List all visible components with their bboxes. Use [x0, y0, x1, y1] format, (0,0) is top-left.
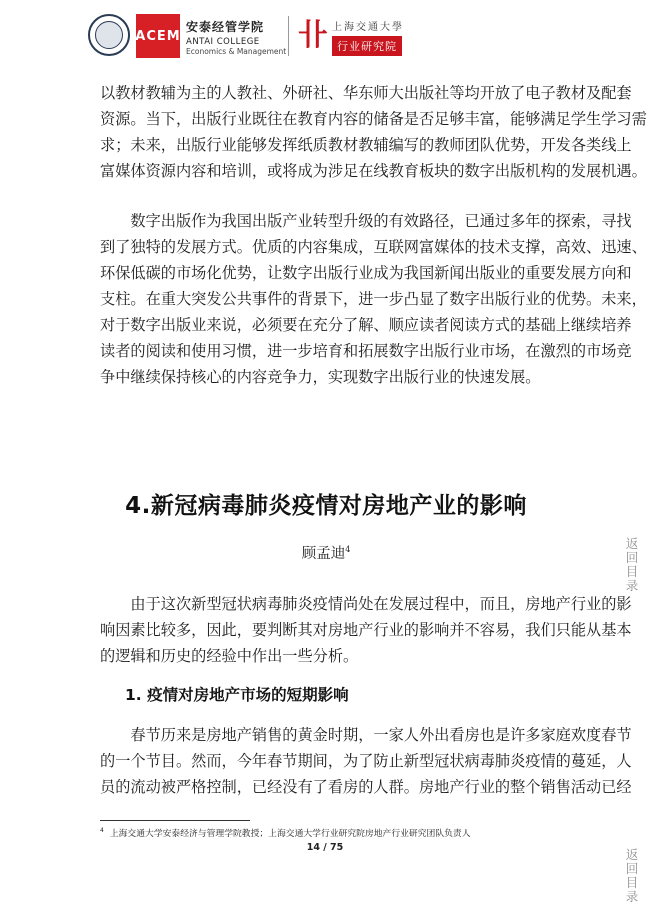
text-line: 春节历来是房地产销售的黄金时期，一家人外出看房也是许多家庭欢度春节: [100, 726, 632, 744]
institute-logo-mark: 卝: [298, 18, 328, 53]
text-line: 数字出版作为我国出版产业转型升级的有效路径，已通过多年的探索，寻找: [100, 212, 632, 230]
page-header: [88, 12, 508, 62]
paragraph-intro: [100, 591, 632, 669]
college-name-en: ANTAI COLLEGE: [186, 37, 260, 47]
header-divider: [288, 16, 289, 56]
text-line: 到了独特的发展方式。优质的内容集成，互联网富媒体的技术支撑，高效、迅速、: [100, 238, 647, 256]
text-line: 响因素比较多，因此，要判断其对房地产行业的影响并不容易，我们只能从基本: [100, 621, 632, 639]
section-title: 4.新冠病毒肺炎疫情对房地产业的影响: [125, 493, 527, 519]
text-line: 资源。当下，出版行业既往在教育内容的储备是否足够丰富，能够满足学生学习需: [100, 110, 647, 128]
author-line: [100, 542, 552, 563]
paragraph-short-term-impact: [100, 722, 632, 800]
text-line: 求；未来，出版行业能够发挥纸质教材教辅编写的教师团队优势，开发各类线上: [100, 136, 632, 154]
university-calligraphy: 上海交通大學: [332, 22, 404, 33]
college-name-cn: 安泰经管学院: [186, 20, 265, 34]
back-to-toc-link-footer[interactable]: 返回目录: [625, 847, 639, 904]
text-line: 争中继续保持核心的内容竞争力，实现数字出版行业的快速发展。: [100, 368, 541, 386]
footnote-divider: [100, 820, 250, 821]
footnote-mark: 4: [100, 827, 104, 835]
text-line: 由于这次新型冠状病毒肺炎疫情尚处在发展过程中，而且，房地产行业的影: [100, 595, 632, 613]
back-to-toc-link[interactable]: 返回目录: [625, 536, 639, 593]
text-line: 以教材教辅为主的人教社、外研社、华东师大出版社等均开放了电子教材及配套: [100, 84, 632, 102]
text-line: 的一个节目。然而，今年春节期间，为了防止新型冠状病毒肺炎疫情的蔓延，人: [100, 752, 632, 770]
text-line: 支柱。在重大突发公共事件的背景下，进一步凸显了数字出版行业的优势。未来，: [100, 290, 647, 308]
sjtu-seal-logo: [88, 14, 130, 56]
text-line: 员的流动被严格控制，已经没有了看房的人群。房地产行业的整个销售活动已经: [100, 778, 632, 796]
text-line: 环保低碳的市场化优势，让数字出版行业成为我国新闻出版业的重要发展方向和: [100, 264, 632, 282]
paragraph-digital-publishing-1: [100, 80, 647, 184]
text-line: 的逻辑和历史的经验中作出一些分析。: [100, 647, 359, 665]
text-line: 富媒体资源内容和培训，或将成为涉足在线教育板块的数字出版机构的发展机遇。: [100, 162, 647, 180]
author-name: 顾孟迪: [301, 546, 346, 562]
subsection-heading: 1. 疫情对房地产市场的短期影响: [125, 686, 349, 704]
footnote-text: 上海交通大学安泰经济与管理学院教授；上海交通大学行业研究院房地产行业研究团队负责人: [109, 829, 471, 839]
footnote: [100, 826, 471, 839]
paragraph-digital-publishing-2: [100, 208, 647, 390]
institute-badge: 行业研究院: [332, 36, 402, 56]
text-line: 对于数字出版业来说，必须要在充分了解、顺应读者阅读方式的基础上继续培养: [100, 316, 632, 334]
page-number: 14 / 75: [306, 842, 344, 853]
acem-logo: ACEM: [136, 14, 180, 58]
text-line: 读者的阅读和使用习惯，进一步培育和拓展数字出版行业市场，在激烈的市场竞: [100, 342, 632, 360]
author-footnote-mark[interactable]: 4: [345, 545, 351, 555]
college-name-en-sub: Economics & Management: [186, 47, 287, 56]
college-name-block: [186, 18, 286, 56]
